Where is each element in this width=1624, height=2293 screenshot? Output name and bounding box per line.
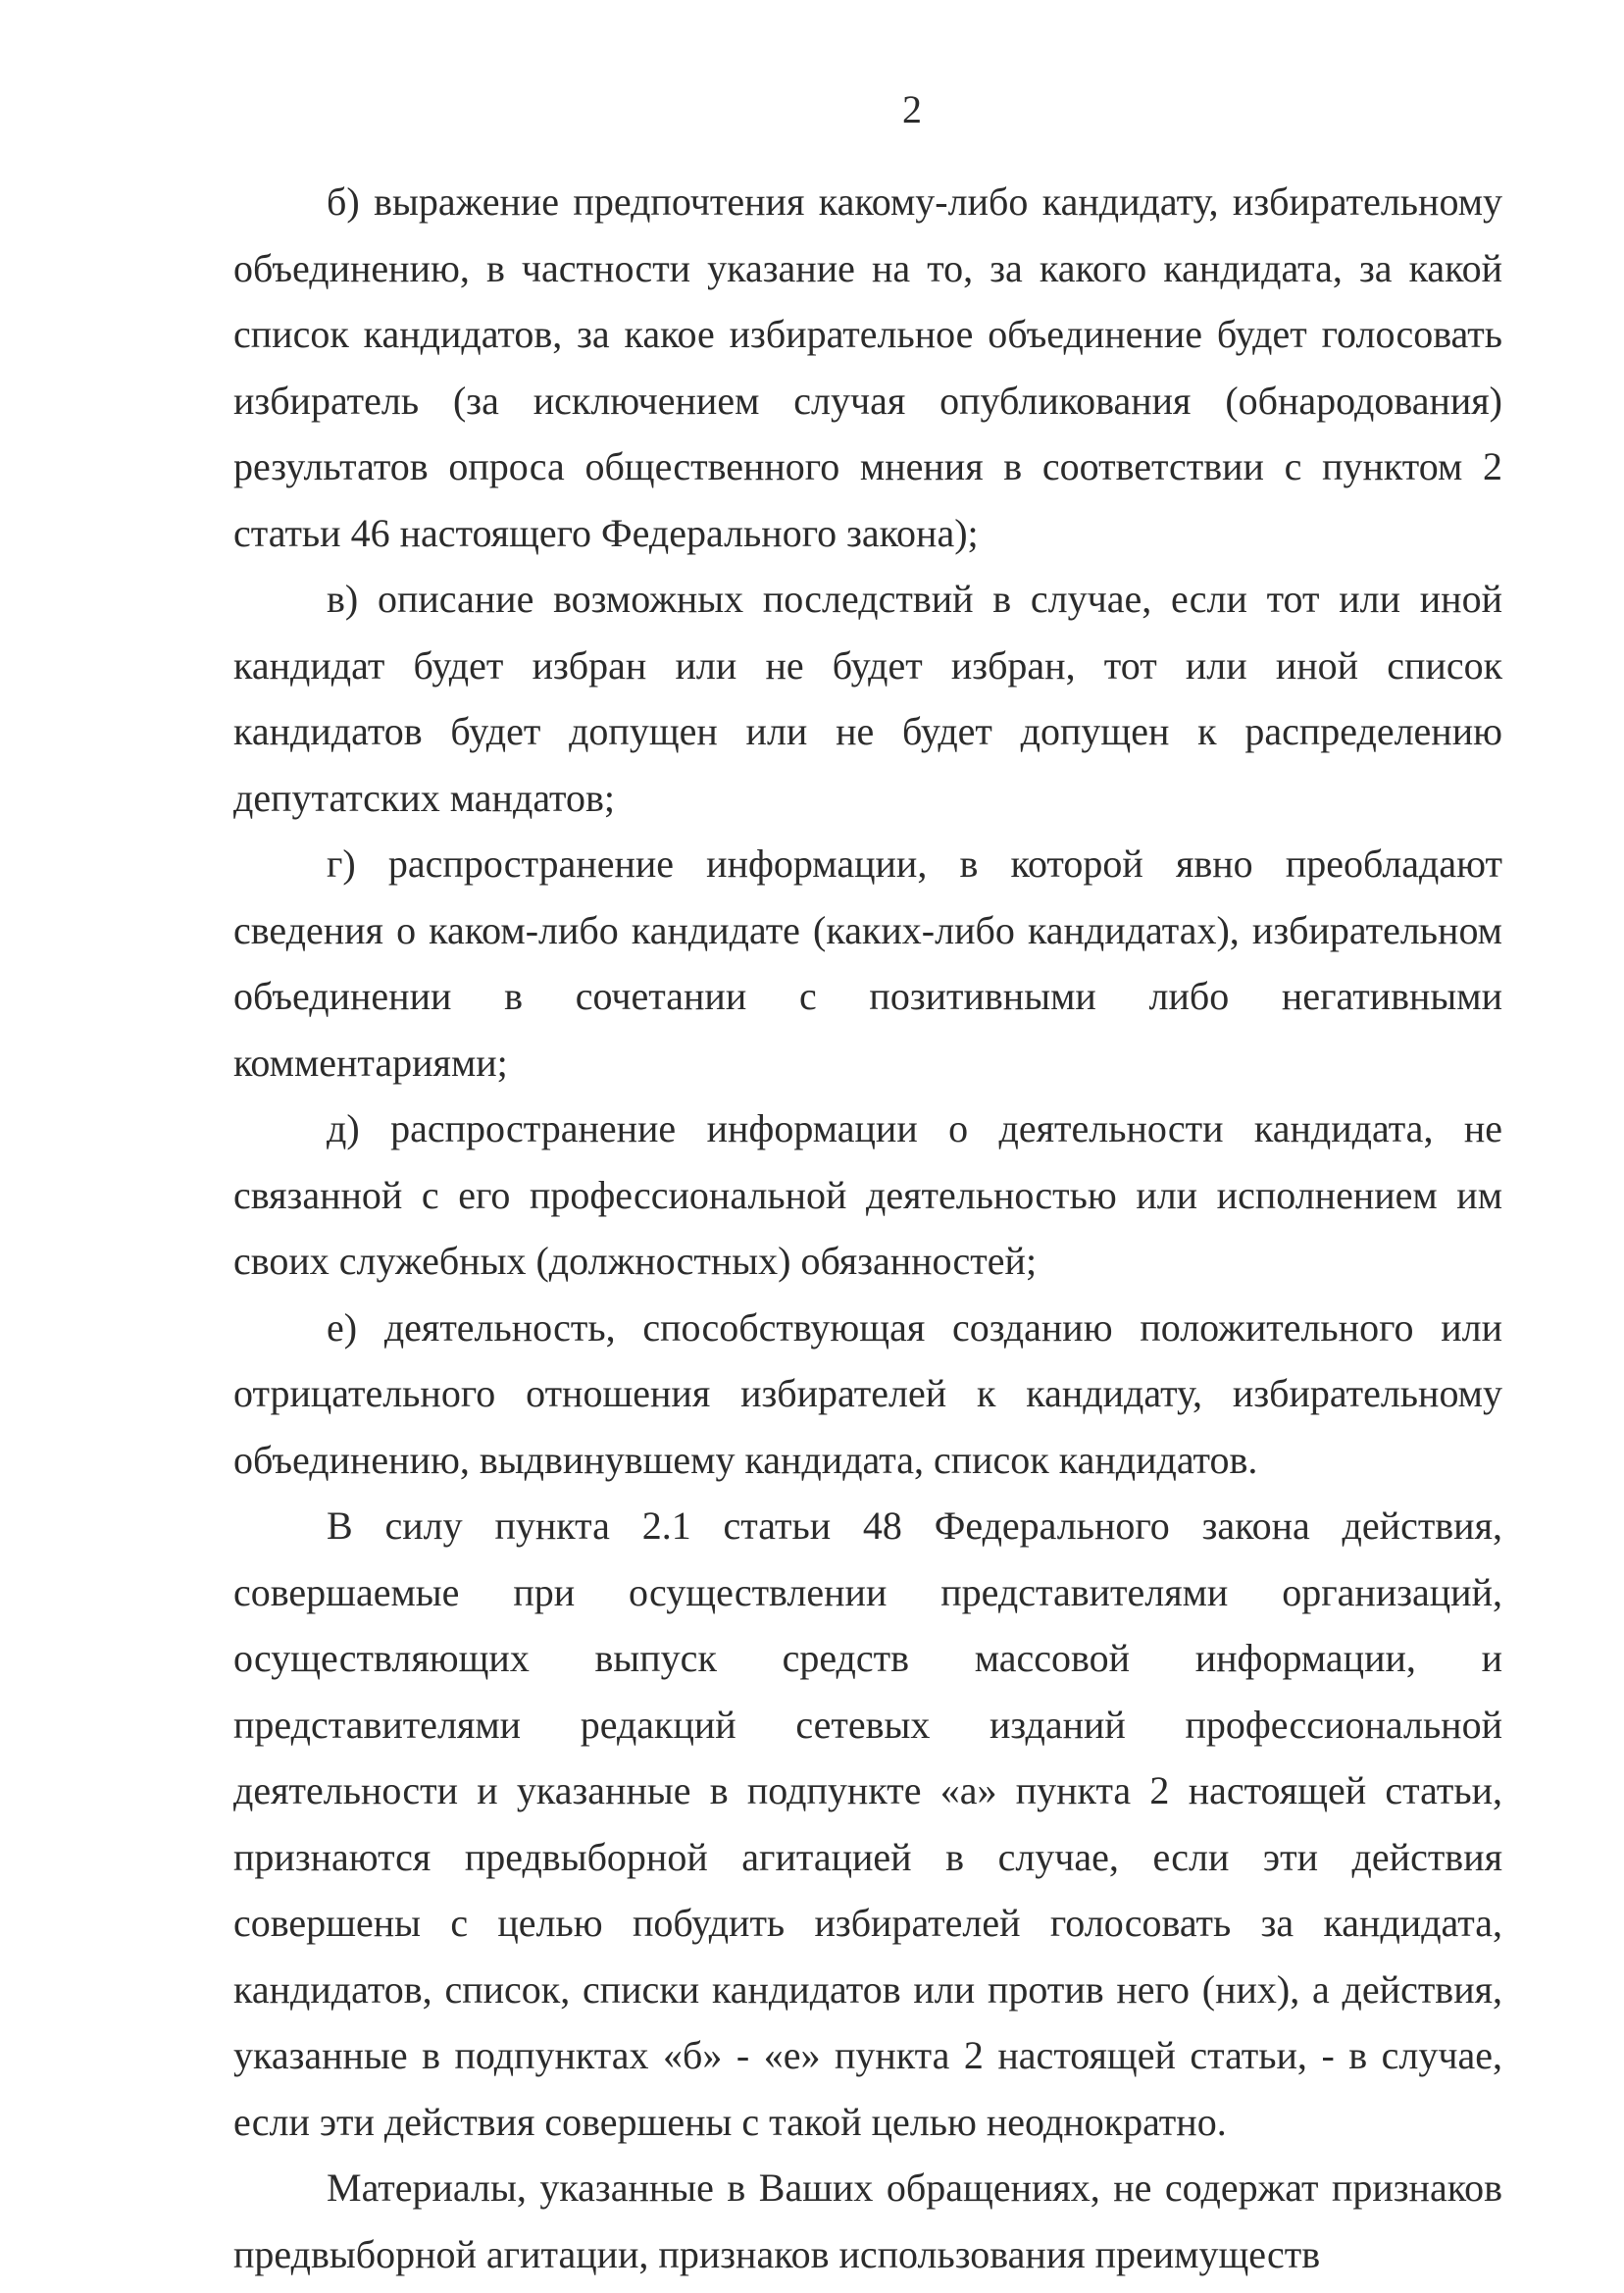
document-body (233, 169, 1502, 2287)
paragraph-article-48: В силу пункта 2.1 статьи 48 Федерального закона действия, совершаемые при осуществлении представителями организаций, осуществляющих выпуск средств массовой информации, и представителями редакций сетевых изданий профессиональной деятельности и указанные в подпункте «а» пункта 2 настоящей статьи, признаются предвыборной агитацией в случае, если эти действия совершены с целью побудить избирателей голосовать за кандидата, кандидатов, список, списки кандидатов или против него (них), а действия, указанные в подпунктах «б» - «е» пункта 2 настоящей статьи, - в случае, если эти действия совершены с такой целью неоднократно. (233, 1503, 1502, 2144)
paragraph-item-b: б) выражение предпочтения какому-либо кандидату, избирательному объединению, в частности указание на то, за какого кандидата, за какой список кандидатов, за какое избирательное объединение будет голосовать избиратель (за исключением случая опубликования (обнародования) результатов опроса общественного мнения в соответствии с пунктом 2 статьи 46 настоящего Федерального закона); (233, 179, 1502, 555)
page-number: 2 (902, 87, 922, 131)
paragraph-conclusion: Материалы, указанные в Ваших обращениях, не содержат признаков предвыборной агитации, признаков использования преимуществ (233, 2166, 1502, 2276)
paragraph-item-g: г) распространение информации, в которой явно преобладают сведения о каком-либо кандидате (каких-либо кандидатах), избирательном объединении в сочетании с позитивными либо негативными комментариями; (233, 841, 1502, 1085)
paragraph-item-d: д) распространение информации о деятельности кандидата, не связанной с его профессиональной деятельностью или исполнением им своих служебных (должностных) обязанностей; (233, 1106, 1502, 1283)
paragraph-item-v: в) описание возможных последствий в случае, если тот или иной кандидат будет избран или не будет избран, тот или иной список кандидатов будет допущен или не будет допущен к распределению депутатских мандатов; (233, 577, 1502, 820)
paragraph-item-e: е) деятельность, способствующая созданию положительного или отрицательного отношения избирателей к кандидату, избирательному объединению, выдвинувшему кандидата, список кандидатов. (233, 1304, 1502, 1482)
